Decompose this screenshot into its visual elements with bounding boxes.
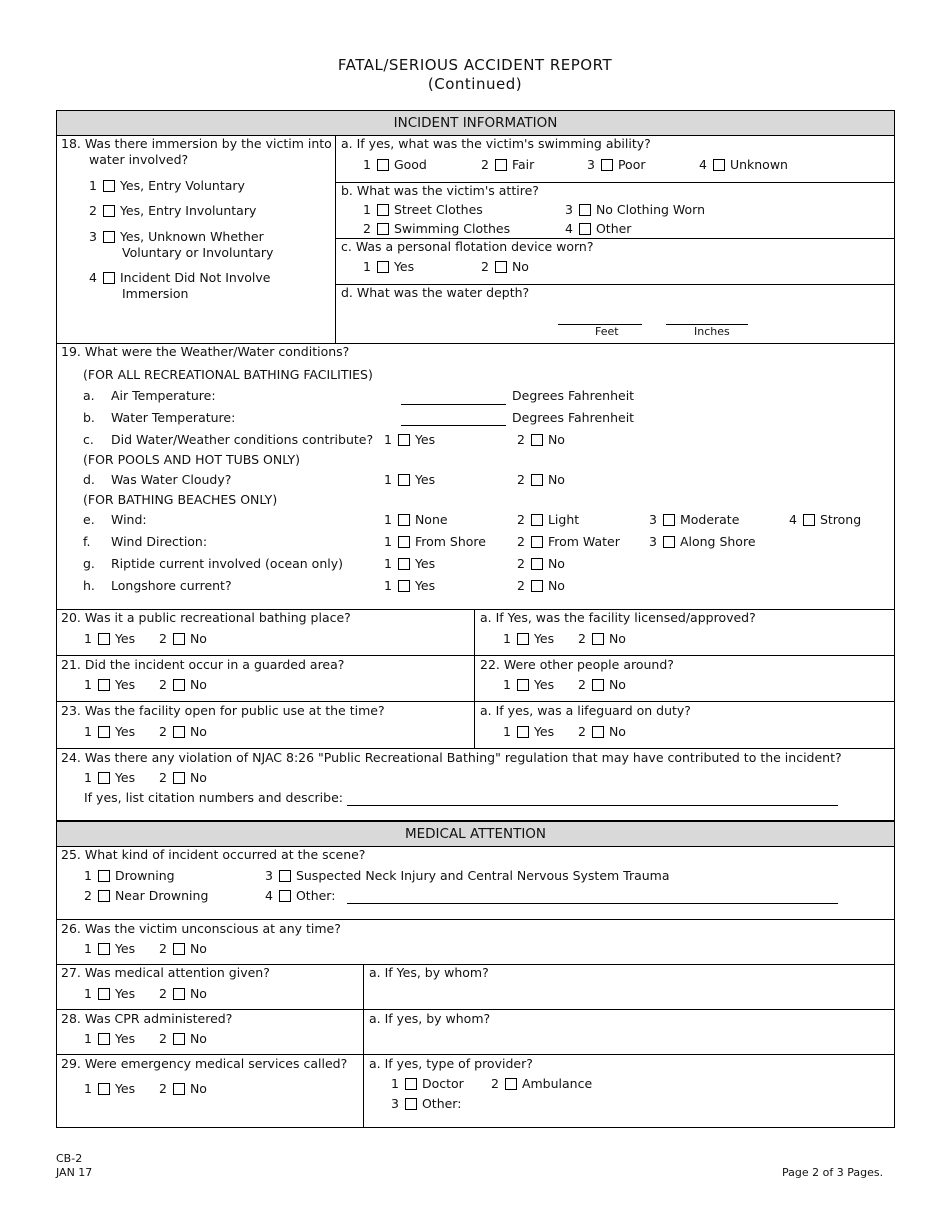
- q25-drowning[interactable]: 1 Drowning: [84, 868, 175, 883]
- q18-option-4[interactable]: 4 Incident Did Not Involve: [89, 270, 271, 285]
- checkbox[interactable]: [713, 159, 725, 171]
- checkbox[interactable]: [173, 1083, 185, 1095]
- q27-yes[interactable]: 1 Yes: [84, 986, 136, 1001]
- q29a-question: a. If yes, type of provider?: [369, 1056, 533, 1071]
- checkbox[interactable]: [98, 1033, 110, 1045]
- conditions-contribute-label: Did Water/Weather conditions contribute?: [111, 432, 374, 447]
- q19-heading-beaches: (FOR BATHING BEACHES ONLY): [83, 492, 278, 507]
- form-code: CB-2: [56, 1152, 83, 1165]
- q25-neck-injury[interactable]: 3 Suspected Neck Injury and Central Nervous System Trauma: [265, 868, 670, 883]
- checkbox[interactable]: [505, 1078, 517, 1090]
- q19h-no[interactable]: 2 No: [517, 578, 565, 593]
- q19c-yes[interactable]: 1 Yes: [384, 432, 436, 447]
- q20a-yes[interactable]: 1 Yes: [503, 631, 555, 646]
- q28-question: 28. Was CPR administered?: [61, 1011, 233, 1026]
- page-number: Page 2 of 3 Pages.: [782, 1166, 884, 1179]
- checkbox[interactable]: [377, 159, 389, 171]
- wind-direction-label: Wind Direction:: [111, 534, 208, 549]
- checkbox[interactable]: [173, 633, 185, 645]
- q19-heading-pools: (FOR POOLS AND HOT TUBS ONLY): [83, 452, 301, 467]
- q25-other-field[interactable]: [347, 903, 838, 904]
- q29a-ambulance[interactable]: 2 Ambulance: [491, 1076, 593, 1091]
- q18-text: 18. Was there immersion by the victim into: [61, 136, 332, 151]
- q24-citation-field[interactable]: [347, 805, 838, 806]
- q23a-no[interactable]: 2 No: [578, 724, 626, 739]
- page-subtitle: (Continued): [427, 75, 523, 93]
- water-temp-label: Water Temperature:: [111, 410, 236, 425]
- page-title: FATAL/SERIOUS ACCIDENT REPORT: [337, 56, 613, 74]
- checkbox[interactable]: [601, 159, 613, 171]
- checkbox[interactable]: [98, 679, 110, 691]
- riptide-label: Riptide current involved (ocean only): [111, 556, 344, 571]
- checkbox[interactable]: [103, 205, 115, 217]
- q23-yes[interactable]: 1 Yes: [84, 724, 136, 739]
- q20-question: 20. Was it a public recreational bathing place?: [61, 610, 351, 625]
- q23a-question: a. If yes, was a lifeguard on duty?: [480, 703, 691, 718]
- q19h-yes[interactable]: 1 Yes: [384, 578, 436, 593]
- checkbox[interactable]: [98, 890, 110, 902]
- q19-heading-all: (FOR ALL RECREATIONAL BATHING FACILITIES): [83, 367, 373, 382]
- checkbox[interactable]: [495, 261, 507, 273]
- q18d-question: d. What was the water depth?: [341, 285, 530, 300]
- q18a-question: a. If yes, what was the victim's swimming ability?: [341, 136, 651, 151]
- checkbox[interactable]: [517, 679, 529, 691]
- air-temp-label: Air Temperature:: [111, 388, 216, 403]
- air-temp-field[interactable]: [401, 404, 506, 405]
- checkbox[interactable]: [173, 772, 185, 784]
- q19d-yes[interactable]: 1 Yes: [384, 472, 436, 487]
- checkbox[interactable]: [173, 1033, 185, 1045]
- q26-question: 26. Was the victim unconscious at any time?: [61, 921, 341, 936]
- checkbox[interactable]: [103, 231, 115, 243]
- q18b-street[interactable]: 1 Street Clothes: [363, 202, 483, 217]
- checkbox[interactable]: [279, 870, 291, 882]
- q29-question: 29. Were emergency medical services called?: [61, 1056, 348, 1071]
- q18-option-2[interactable]: 2 Yes, Entry Involuntary: [89, 203, 257, 218]
- checkbox[interactable]: [495, 159, 507, 171]
- q21-yes[interactable]: 1 Yes: [84, 677, 136, 692]
- incident-section-header: INCIDENT INFORMATION: [57, 111, 894, 136]
- checkbox[interactable]: [531, 558, 543, 570]
- q20a-question: a. If Yes, was the facility licensed/approved?: [480, 610, 756, 625]
- q29a-other[interactable]: 3 Other:: [391, 1096, 462, 1111]
- q27-no[interactable]: 2 No: [159, 986, 207, 1001]
- q21-question: 21. Did the incident occur in a guarded area?: [61, 657, 345, 672]
- checkbox[interactable]: [398, 536, 410, 548]
- form-date: JAN 17: [56, 1166, 93, 1179]
- checkbox[interactable]: [173, 988, 185, 1000]
- checkbox[interactable]: [405, 1098, 417, 1110]
- q18a-fair[interactable]: 2 Fair: [481, 157, 535, 172]
- checkbox[interactable]: [377, 204, 389, 216]
- checkbox[interactable]: [98, 943, 110, 955]
- q23a-yes[interactable]: 1 Yes: [503, 724, 555, 739]
- checkbox[interactable]: [103, 272, 115, 284]
- q18c-question: c. Was a personal flotation device worn?: [341, 239, 594, 254]
- checkbox[interactable]: [579, 204, 591, 216]
- q18a-unknown[interactable]: 4 Unknown: [699, 157, 788, 172]
- q29-no[interactable]: 2 No: [159, 1081, 207, 1096]
- checkbox[interactable]: [398, 474, 410, 486]
- q27-question: 27. Was medical attention given?: [61, 965, 270, 980]
- checkbox[interactable]: [803, 514, 815, 526]
- q19d-no[interactable]: 2 No: [517, 472, 565, 487]
- checkbox[interactable]: [592, 726, 604, 738]
- q19g-yes[interactable]: 1 Yes: [384, 556, 436, 571]
- wind-strong[interactable]: 4 Strong: [789, 512, 862, 527]
- checkbox[interactable]: [98, 772, 110, 784]
- q25-question: 25. What kind of incident occurred at the scene?: [61, 847, 366, 862]
- q18b-no-clothing[interactable]: 3 No Clothing Worn: [565, 202, 706, 217]
- q20-no[interactable]: 2 No: [159, 631, 207, 646]
- q24-no[interactable]: 2 No: [159, 770, 207, 785]
- q18-option-4-cont: Immersion: [122, 286, 189, 301]
- q25-near-drowning[interactable]: 2 Near Drowning: [84, 888, 209, 903]
- q18b-swimming[interactable]: 2 Swimming Clothes: [363, 221, 511, 236]
- checkbox[interactable]: [531, 580, 543, 592]
- checkbox[interactable]: [98, 726, 110, 738]
- checkbox[interactable]: [377, 261, 389, 273]
- checkbox[interactable]: [517, 726, 529, 738]
- q18-option-3-cont: Voluntary or Involuntary: [122, 245, 274, 260]
- feet-label: Feet: [595, 325, 619, 338]
- water-cloudy-label: Was Water Cloudy?: [111, 472, 232, 487]
- longshore-label: Longshore current?: [111, 578, 232, 593]
- q18a-good[interactable]: 1 Good: [363, 157, 427, 172]
- q18b-question: b. What was the victim's attire?: [341, 183, 539, 198]
- medical-section-header: MEDICAL ATTENTION: [57, 822, 894, 847]
- checkbox[interactable]: [279, 890, 291, 902]
- q22-no[interactable]: 2 No: [578, 677, 626, 692]
- q18-option-1[interactable]: 1 Yes, Entry Voluntary: [89, 178, 245, 193]
- checkbox[interactable]: [531, 434, 543, 446]
- q22-question: 22. Were other people around?: [480, 657, 674, 672]
- checkbox[interactable]: [98, 988, 110, 1000]
- q24-question: 24. Was there any violation of NJAC 8:26 "Public Recreational Bathing" regulation that may have contributed to the incident?: [61, 750, 842, 765]
- q18c-no[interactable]: 2 No: [481, 259, 529, 274]
- checkbox[interactable]: [173, 943, 185, 955]
- q26-no[interactable]: 2 No: [159, 941, 207, 956]
- dir-along-shore[interactable]: 3 Along Shore: [649, 534, 756, 549]
- q22-yes[interactable]: 1 Yes: [503, 677, 555, 692]
- q19c-no[interactable]: 2 No: [517, 432, 565, 447]
- q21-no[interactable]: 2 No: [159, 677, 207, 692]
- q28-yes[interactable]: 1 Yes: [84, 1031, 136, 1046]
- checkbox[interactable]: [398, 580, 410, 592]
- checkbox[interactable]: [173, 726, 185, 738]
- inches-label: Inches: [694, 325, 730, 338]
- q18a-poor[interactable]: 3 Poor: [587, 157, 646, 172]
- checkbox[interactable]: [531, 474, 543, 486]
- q18-text-cont: water involved?: [89, 152, 189, 167]
- q28-no[interactable]: 2 No: [159, 1031, 207, 1046]
- dir-from-water[interactable]: 2 From Water: [517, 534, 620, 549]
- wind-label: Wind:: [111, 512, 147, 527]
- q20a-no[interactable]: 2 No: [578, 631, 626, 646]
- checkbox[interactable]: [98, 1083, 110, 1095]
- checkbox[interactable]: [663, 536, 675, 548]
- checkbox[interactable]: [98, 870, 110, 882]
- checkbox[interactable]: [579, 223, 591, 235]
- q29a-doctor[interactable]: 1 Doctor: [391, 1076, 464, 1091]
- q29-yes[interactable]: 1 Yes: [84, 1081, 136, 1096]
- checkbox[interactable]: [517, 633, 529, 645]
- q24-list-label: If yes, list citation numbers and describe:: [84, 790, 343, 805]
- checkbox[interactable]: [377, 223, 389, 235]
- checkbox[interactable]: [398, 434, 410, 446]
- q27a-question: a. If Yes, by whom?: [369, 965, 489, 980]
- checkbox[interactable]: [398, 558, 410, 570]
- water-temp-field[interactable]: [401, 425, 506, 426]
- q18-option-3[interactable]: 3 Yes, Unknown Whether: [89, 229, 264, 244]
- q18c-yes[interactable]: 1 Yes: [363, 259, 415, 274]
- q23-no[interactable]: 2 No: [159, 724, 207, 739]
- checkbox[interactable]: [98, 633, 110, 645]
- wind-moderate[interactable]: 3 Moderate: [649, 512, 740, 527]
- checkbox[interactable]: [173, 679, 185, 691]
- checkbox[interactable]: [592, 633, 604, 645]
- checkbox[interactable]: [531, 514, 543, 526]
- dir-from-shore[interactable]: 1 From Shore: [384, 534, 486, 549]
- checkbox[interactable]: [398, 514, 410, 526]
- q20-yes[interactable]: 1 Yes: [84, 631, 136, 646]
- q23-question: 23. Was the facility open for public use at the time?: [61, 703, 385, 718]
- q25-other[interactable]: 4 Other:: [265, 888, 336, 903]
- checkbox[interactable]: [592, 679, 604, 691]
- q28a-question: a. If yes, by whom?: [369, 1011, 491, 1026]
- checkbox[interactable]: [531, 536, 543, 548]
- wind-light[interactable]: 2 Light: [517, 512, 580, 527]
- q18b-other[interactable]: 4 Other: [565, 221, 632, 236]
- q19g-no[interactable]: 2 No: [517, 556, 565, 571]
- checkbox[interactable]: [103, 180, 115, 192]
- q26-yes[interactable]: 1 Yes: [84, 941, 136, 956]
- checkbox[interactable]: [405, 1078, 417, 1090]
- q24-yes[interactable]: 1 Yes: [84, 770, 136, 785]
- checkbox[interactable]: [663, 514, 675, 526]
- wind-none[interactable]: 1 None: [384, 512, 448, 527]
- q19-question: 19. What were the Weather/Water conditions?: [61, 344, 350, 359]
